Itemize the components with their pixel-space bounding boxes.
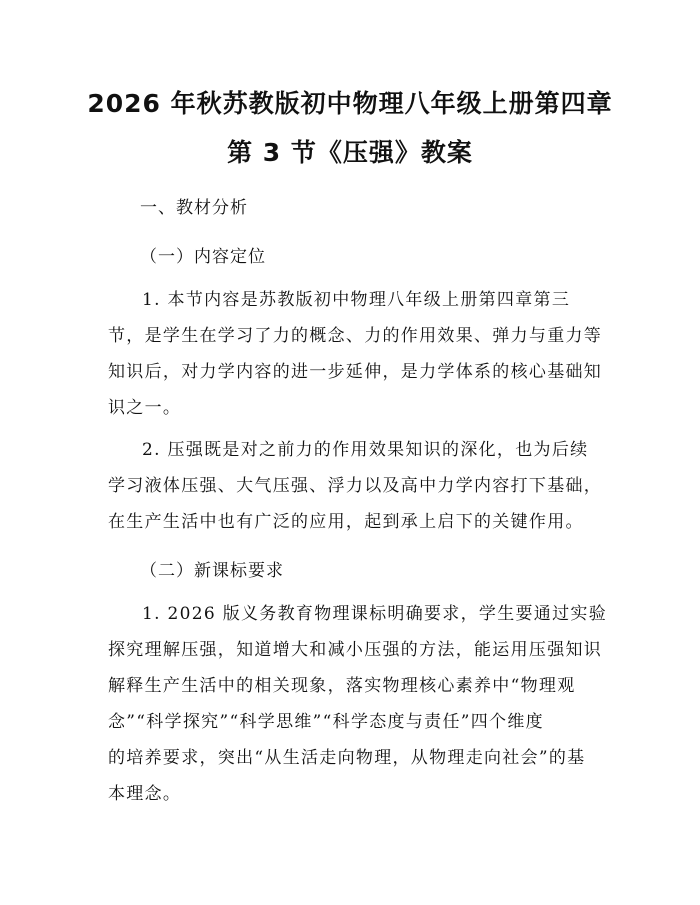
paragraph-line: 1. 2026 版义务教育物理课标明确要求，学生要通过实验: [142, 604, 607, 624]
paragraph-line: 知识后，对力学内容的进一步延伸，是力学体系的核心基础知: [108, 362, 603, 382]
paragraph-line: 在生产生活中也有广泛的应用，起到承上启下的关键作用。: [108, 512, 584, 532]
paragraph-content-positioning-2: [108, 432, 608, 540]
subsection-heading-curriculum-requirements: （二）新课标要求: [140, 561, 284, 581]
paragraph-line: 学习液体压强、大气压强、浮力以及高中力学内容打下基础，: [108, 476, 603, 496]
paragraph-line: 的培养要求，突出“从生活走向物理，从物理走向社会”的基: [108, 748, 586, 768]
paragraph-line: 识之一。: [108, 398, 182, 418]
paragraph-curriculum-requirements-1: [108, 596, 608, 812]
paragraph-line: 节，是学生在学习了力的概念、力的作用效果、弹力与重力等: [108, 326, 603, 346]
document-title-line-2: 第 3 节《压强》教案: [227, 138, 473, 167]
subsection-heading-content-positioning: （一）内容定位: [140, 247, 266, 267]
paragraph-line: 1. 本节内容是苏教版初中物理八年级上册第四章第三: [142, 290, 571, 310]
paragraph-content-positioning-1: [108, 282, 608, 426]
document-title-line-1: 2026 年秋苏教版初中物理八年级上册第四章: [87, 89, 613, 118]
paragraph-line: 2. 压强既是对之前力的作用效果知识的深化，也为后续: [142, 440, 589, 460]
paragraph-line: 解释生产生活中的相关现象，落实物理核心素养中“物理观: [108, 676, 576, 696]
section-heading-teaching-material-analysis: 一、教材分析: [140, 198, 248, 218]
paragraph-line: 念”“科学探究”“科学思维”“科学态度与责任”四个维度: [108, 712, 544, 732]
paragraph-line: 探究理解压强，知道增大和减小压强的方法，能运用压强知识: [108, 640, 603, 660]
paragraph-line: 本理念。: [108, 784, 182, 804]
